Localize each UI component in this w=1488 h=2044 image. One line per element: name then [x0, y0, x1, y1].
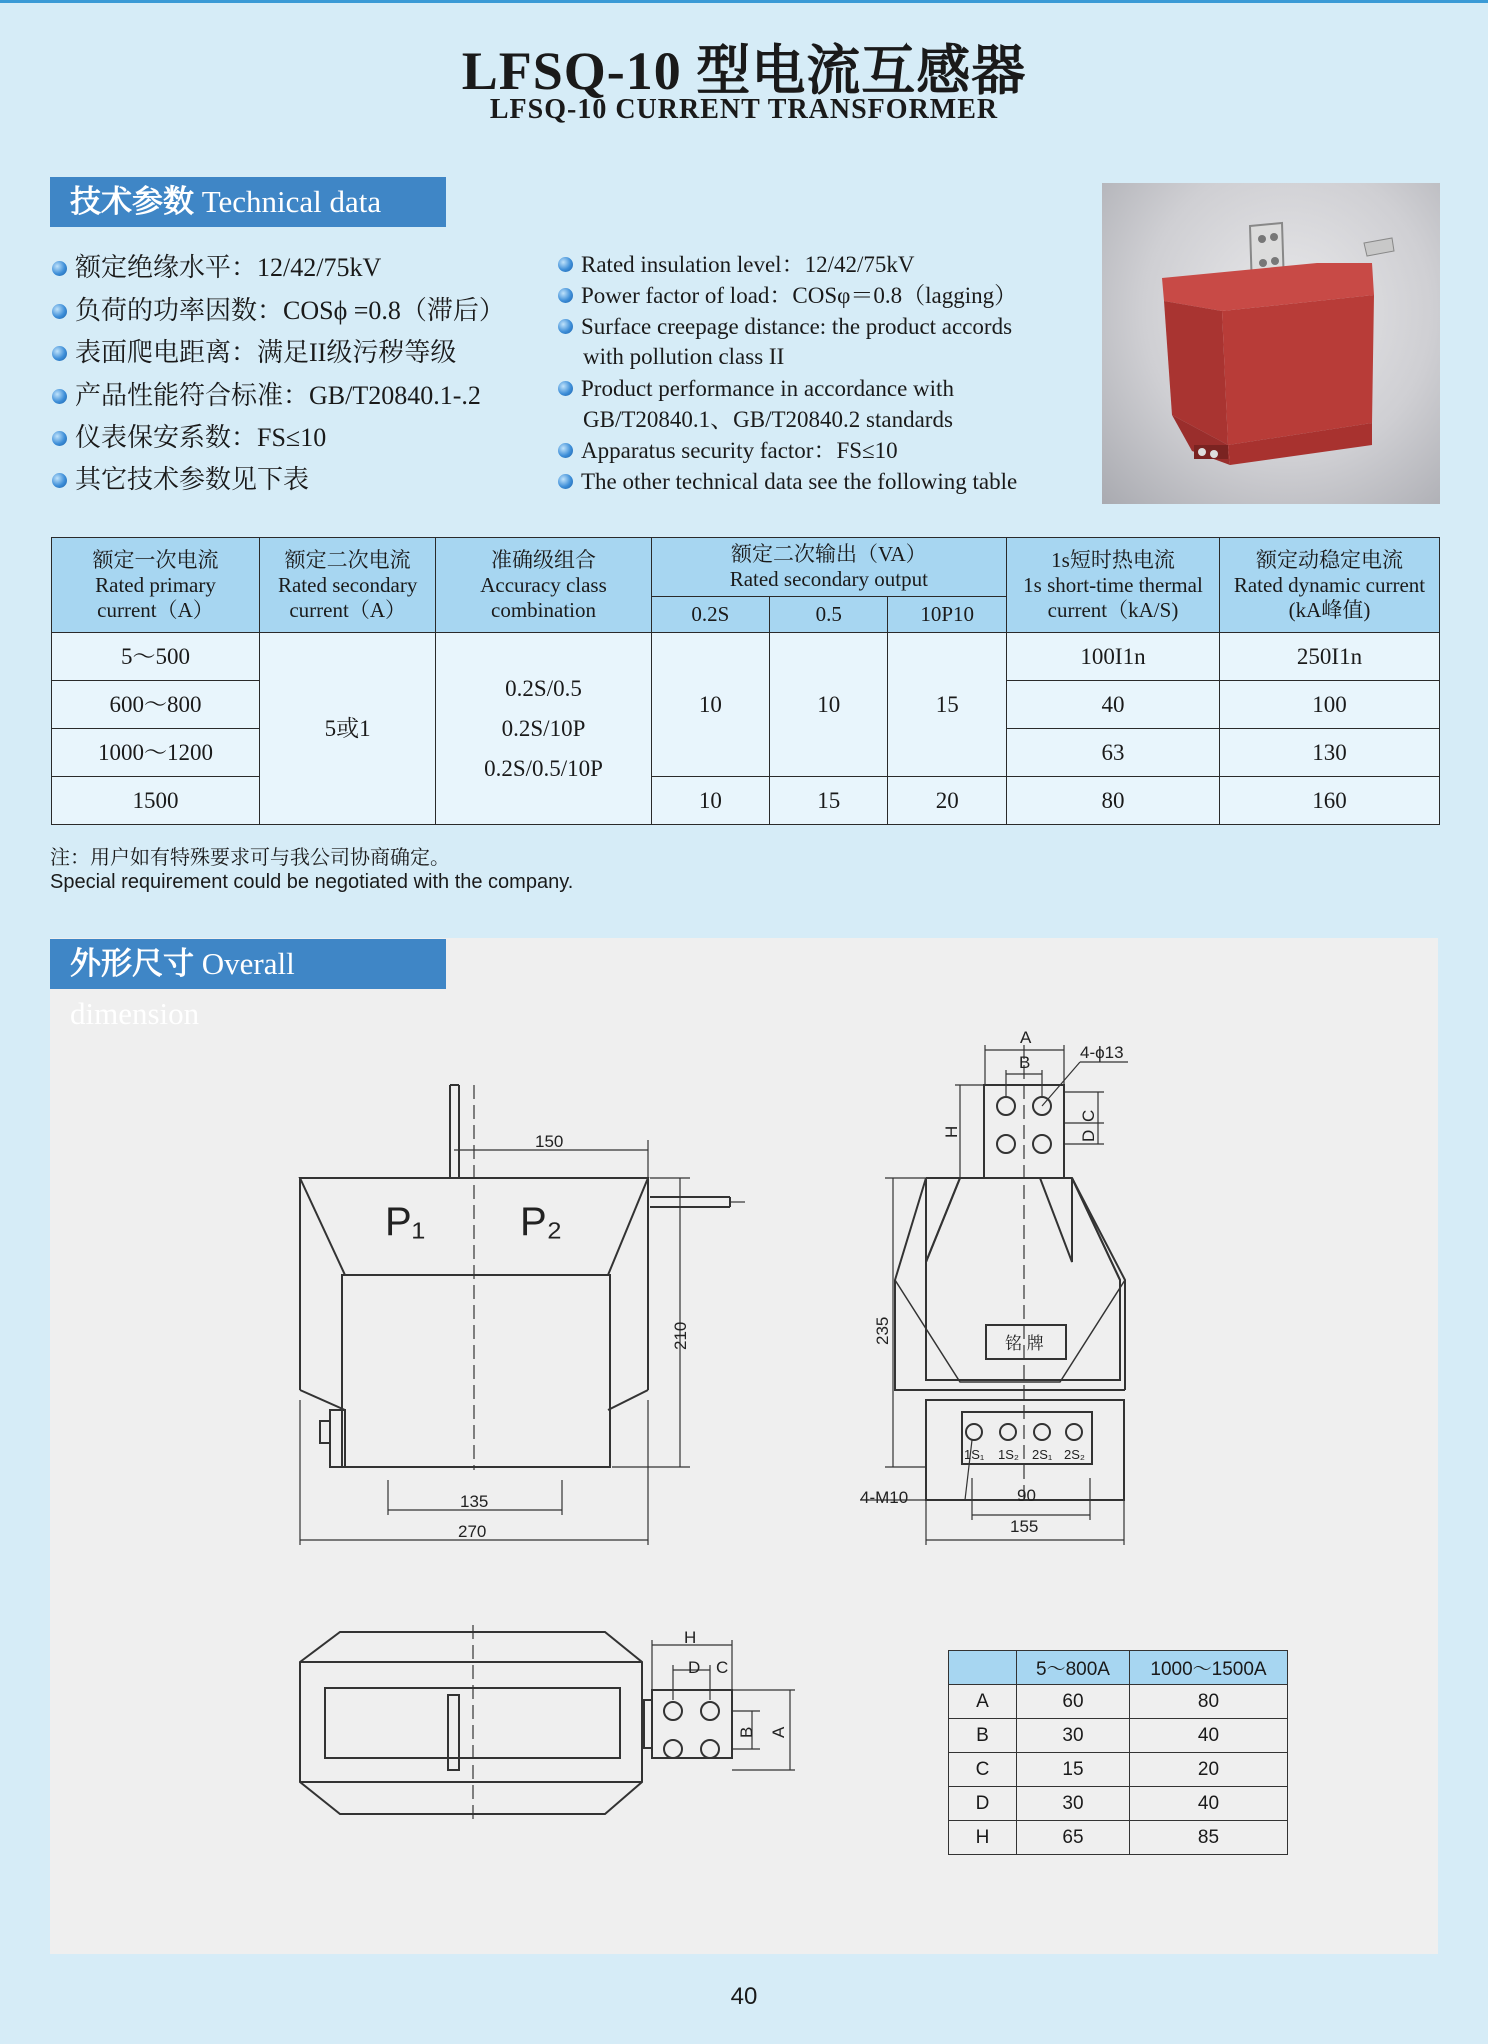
dim-210: 210	[671, 1321, 690, 1350]
cell-accuracy: 0.2S/0.5 0.2S/10P 0.2S/0.5/10P	[436, 633, 651, 825]
terminal-1s2: 1S₂	[998, 1447, 1019, 1462]
dim-m10: 4-M10	[860, 1488, 909, 1507]
header-rated-primary: 额定一次电流 Rated primary current（A）	[52, 538, 260, 633]
dims-label: C	[949, 1753, 1017, 1787]
bullet-cn-5: 仪表保安系数：FS≤10	[52, 424, 326, 452]
dims-value: 80	[1130, 1685, 1288, 1719]
bullet-cn-6: 其它技术参数见下表	[52, 466, 309, 494]
header-accuracy-class: 准确级组合 Accuracy class combination	[436, 538, 651, 633]
dims-value: 30	[1017, 1719, 1130, 1753]
page-subtitle: LFSQ-10 CURRENT TRANSFORMER	[489, 94, 999, 125]
dims-header-empty	[949, 1651, 1017, 1685]
dims-label: H	[949, 1821, 1017, 1855]
dim-c-top: C	[716, 1658, 729, 1677]
cell-output-10p10: 20	[888, 777, 1007, 825]
cell-dynamic: 100	[1220, 681, 1440, 729]
bullet-cn-4: 产品性能符合标准：GB/T20840.1-.2	[52, 382, 481, 410]
dim-270: 270	[458, 1522, 487, 1541]
dim-155: 155	[1010, 1517, 1039, 1536]
dims-value: 20	[1130, 1753, 1288, 1787]
dim-150: 150	[535, 1132, 564, 1151]
nameplate-label: 铭 牌	[1005, 1334, 1044, 1353]
cell-thermal: 40	[1007, 681, 1220, 729]
dim-hole: 4-ϕ13	[1080, 1043, 1124, 1062]
bullet-en-4-cont: GB/T20840.1、GB/T20840.2 standards	[583, 407, 953, 432]
page-number: 40	[730, 1983, 758, 2010]
dim-a-top: A	[769, 1726, 788, 1738]
cell-thermal: 80	[1007, 777, 1220, 825]
cell-output-02s: 10	[651, 633, 769, 777]
bullet-en-3: Surface creepage distance: the product accords	[558, 313, 1012, 341]
cell-primary: 5～500	[52, 633, 260, 681]
cell-thermal: 100I1n	[1007, 633, 1220, 681]
dim-b-top: B	[737, 1726, 756, 1738]
dim-235: 235	[873, 1316, 892, 1345]
bullet-cn-2: 负荷的功率因数：COSϕ =0.8（滞后）	[52, 297, 505, 325]
dim-90: 90	[1017, 1486, 1036, 1505]
cell-output-05: 10	[770, 633, 888, 777]
header-rated-secondary: 额定二次电流 Rated secondary current（A）	[260, 538, 436, 633]
cell-thermal: 63	[1007, 729, 1220, 777]
dims-value: 60	[1017, 1685, 1130, 1719]
header-output-10p10: 10P10	[888, 597, 1007, 633]
overall-dimension-heading: 外形尺寸 Overall dimension	[50, 939, 446, 989]
cell-output-02s: 10	[651, 777, 769, 825]
terminal-2s1: 2S₁	[1032, 1447, 1053, 1462]
cell-primary: 1500	[52, 777, 260, 825]
dims-value: 30	[1017, 1787, 1130, 1821]
dims-header-5-800: 5～800A	[1017, 1651, 1130, 1685]
dim-d-side: D	[1079, 1129, 1098, 1142]
dims-value: 40	[1130, 1787, 1288, 1821]
header-thermal-current: 1s短时热电流 1s short-time thermal current（kA/S)	[1007, 538, 1220, 633]
cell-dynamic: 160	[1220, 777, 1440, 825]
dims-value: 65	[1017, 1821, 1130, 1855]
cell-output-10p10: 15	[888, 633, 1007, 777]
dim-d-top: D	[688, 1658, 701, 1677]
bullet-cn-1: 额定绝缘水平：12/42/75kV	[52, 254, 381, 282]
cell-secondary: 5或1	[260, 633, 436, 825]
dim-h-top: H	[684, 1628, 697, 1647]
label-p2: P₂	[520, 1200, 563, 1244]
bullet-en-4: Product performance in accordance with	[558, 375, 954, 403]
bullet-en-5: Apparatus security factor：FS≤10	[558, 437, 898, 465]
label-p1: P₁	[385, 1200, 426, 1244]
cell-output-05: 15	[770, 777, 888, 825]
footnote-en: Special requirement could be negotiated with the company.	[50, 871, 574, 893]
terminal-2s2: 2S₂	[1064, 1447, 1085, 1462]
header-rated-output: 额定二次输出（VA） Rated secondary output	[651, 538, 1006, 597]
dim-b-side: B	[1019, 1053, 1031, 1072]
cell-dynamic: 130	[1220, 729, 1440, 777]
footnote-cn: 注：用户如有特殊要求可与我公司协商确定。	[50, 847, 450, 869]
dims-label: A	[949, 1685, 1017, 1719]
terminal-1s1: 1S₁	[964, 1447, 985, 1462]
cell-dynamic: 250I1n	[1220, 633, 1440, 681]
dims-value: 40	[1130, 1719, 1288, 1753]
header-output-02s: 0.2S	[651, 597, 769, 633]
bullet-en-1: Rated insulation level：12/42/75kV	[558, 251, 914, 279]
dims-header-1000-1500: 1000～1500A	[1130, 1651, 1288, 1685]
bullet-en-6: The other technical data see the following table	[558, 468, 1017, 496]
header-output-05: 0.5	[770, 597, 888, 633]
bullet-en-2: Power factor of load：COSφ＝0.8（lagging）	[558, 282, 1017, 310]
dimension-table	[948, 1650, 1288, 1855]
technical-data-heading: 技术参数 Technical data	[50, 177, 446, 227]
bullet-en-3-cont: with pollution class II	[583, 344, 785, 369]
dims-label: D	[949, 1787, 1017, 1821]
dim-a-side: A	[1020, 1028, 1032, 1047]
dims-value: 85	[1130, 1821, 1288, 1855]
dims-value: 15	[1017, 1753, 1130, 1787]
header-dynamic-current: 额定动稳定电流 Rated dynamic current (kA峰值)	[1220, 538, 1440, 633]
dim-135: 135	[460, 1492, 489, 1511]
cell-primary: 600～800	[52, 681, 260, 729]
dims-label: B	[949, 1719, 1017, 1753]
bullet-cn-3: 表面爬电距离：满足II级污秽等级	[52, 339, 456, 367]
cell-primary: 1000～1200	[52, 729, 260, 777]
dim-c-side: C	[1079, 1109, 1098, 1122]
page-title: LFSQ-10 型电流互感器	[461, 41, 1027, 101]
dim-h-side: H	[942, 1125, 961, 1138]
